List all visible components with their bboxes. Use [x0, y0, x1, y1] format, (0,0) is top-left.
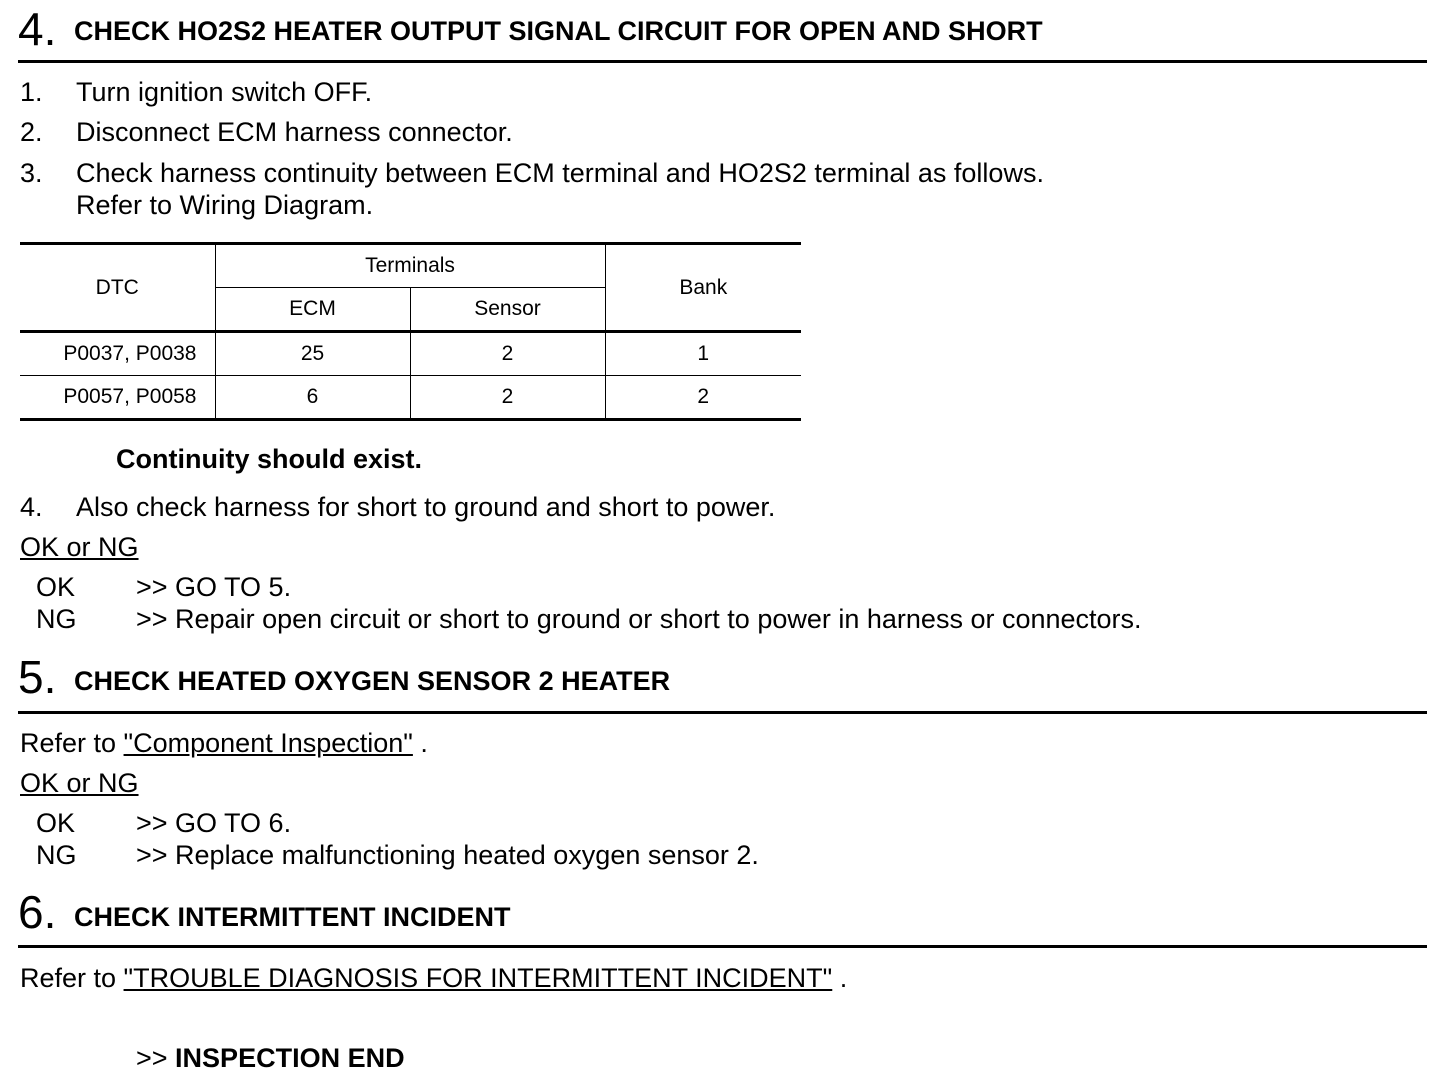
step-4-ng-label: NG	[36, 604, 77, 634]
step-5-number: 5.	[18, 651, 57, 703]
step-4-item-3-text: Check harness continuity between ECM terminal and HO2S2 terminal as follows.	[76, 158, 1044, 188]
step-4-divider	[18, 60, 1427, 63]
component-inspection-link[interactable]: "Component Inspection"	[123, 728, 413, 758]
step-6-divider	[18, 945, 1427, 948]
step-4-ng-action: >> Repair open circuit or short to ground or short to power in harness or connectors.	[136, 604, 1142, 634]
step-5-ng-label: NG	[36, 840, 77, 870]
step-4-ok-action: >> GO TO 5.	[136, 572, 292, 602]
table-row	[20, 332, 801, 376]
header-sensor: Sensor	[410, 288, 605, 332]
step-5-ok-ng-label: OK or NG	[20, 768, 139, 798]
step-4-ok-label: OK	[36, 572, 76, 602]
cell-bank: 2	[605, 376, 801, 420]
step-5-divider	[18, 711, 1427, 714]
step-4-item-1-text: Turn ignition switch OFF.	[76, 77, 373, 107]
header-dtc: DTC	[20, 244, 215, 332]
step-4-item-4-text: Also check harness for short to ground and short to power.	[76, 492, 776, 522]
step-4-item-1-number: 1.	[20, 77, 43, 107]
step-4-item-2-number: 2.	[20, 117, 43, 147]
header-terminals: Terminals	[215, 244, 605, 288]
step-6-refer-line	[20, 962, 847, 994]
trouble-diagnosis-link[interactable]: "TROUBLE DIAGNOSIS FOR INTERMITTENT INCIDENT"	[123, 963, 833, 993]
inspection-end-arrows: >>	[136, 1043, 176, 1073]
refer-prefix: Refer to	[20, 728, 124, 758]
step-5-refer-line	[20, 727, 428, 759]
step-5-ok-action: >> GO TO 6.	[136, 808, 292, 838]
step-5-ok-label: OK	[36, 808, 76, 838]
step-4-title: CHECK HO2S2 HEATER OUTPUT SIGNAL CIRCUIT FOR OPEN AND SHORT	[74, 16, 1043, 46]
cell-ecm: 25	[215, 332, 410, 376]
table-row	[20, 376, 801, 420]
inspection-end-text: INSPECTION END	[175, 1043, 405, 1073]
cell-sensor: 2	[410, 332, 605, 376]
cell-sensor: 2	[410, 376, 605, 420]
step-4-item-2-text: Disconnect ECM harness connector.	[76, 117, 513, 147]
step-4-item-3-text-line-2: Refer to Wiring Diagram.	[76, 190, 374, 220]
refer-suffix: .	[412, 728, 428, 758]
refer-suffix: .	[832, 963, 848, 993]
continuity-note: Continuity should exist.	[116, 444, 423, 474]
header-ecm: ECM	[215, 288, 410, 332]
refer-prefix: Refer to	[20, 963, 124, 993]
step-4-ok-ng-label: OK or NG	[20, 532, 139, 562]
continuity-table	[20, 242, 801, 421]
inspection-end	[136, 1042, 405, 1074]
step-4-number: 4.	[18, 3, 57, 55]
cell-bank: 1	[605, 332, 801, 376]
step-5-title: CHECK HEATED OXYGEN SENSOR 2 HEATER	[74, 666, 671, 696]
step-6-number: 6.	[18, 886, 57, 938]
cell-dtc: P0057, P0058	[20, 376, 215, 420]
cell-dtc: P0037, P0038	[20, 332, 215, 376]
step-4-item-4-number: 4.	[20, 492, 43, 522]
step-5-ng-action: >> Replace malfunctioning heated oxygen sensor 2.	[136, 840, 759, 870]
cell-ecm: 6	[215, 376, 410, 420]
step-6-title: CHECK INTERMITTENT INCIDENT	[74, 902, 511, 932]
header-bank: Bank	[605, 244, 801, 332]
step-4-item-3-number: 3.	[20, 158, 43, 188]
